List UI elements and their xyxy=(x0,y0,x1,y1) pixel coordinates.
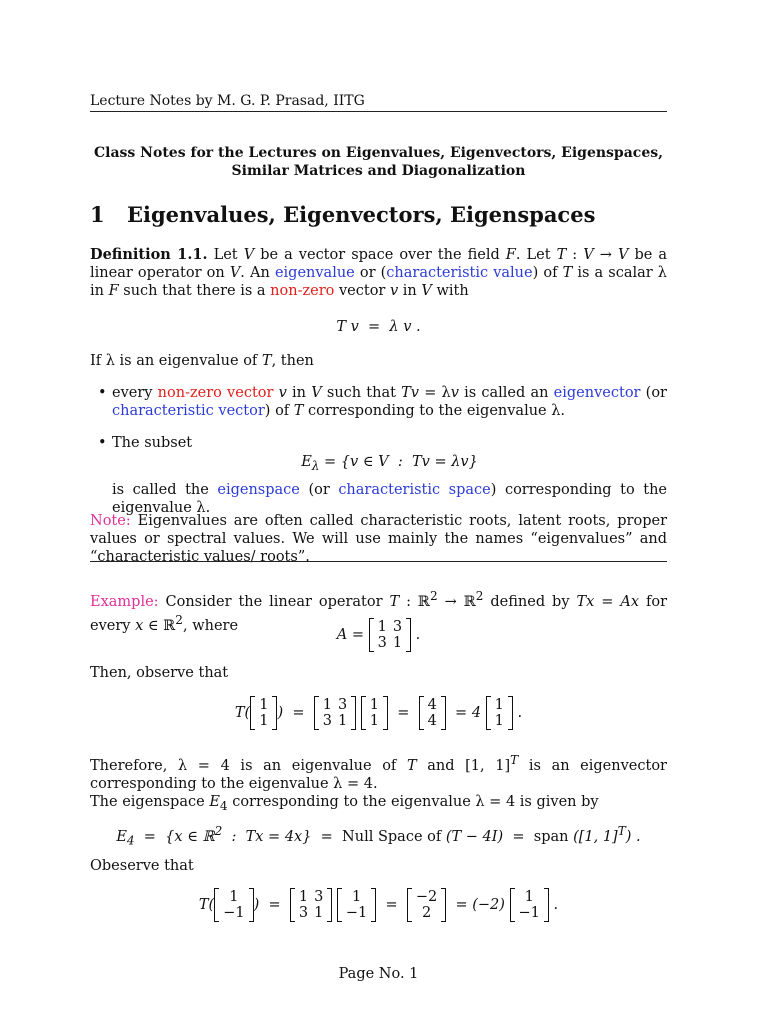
example-label: Example: xyxy=(90,593,159,610)
bullet-eigenspace-text: is called the eigenspace (or characteristic space) corresponding to the eigenvalue λ. xyxy=(112,482,667,516)
example-paragraph: Example: Consider the linear operator T : ℝ$^2$ → ℝ$^2$ defined by Tx = Ax for every x ∈ ℝ$^2$, where xyxy=(90,589,668,634)
bullet-eigenvector: • every non-zero vector v in V such that Tv = λv is called an eigenvector (or characteristic vector) of T corresponding to the eigenvalue λ. xyxy=(98,385,667,419)
title-line-2: Similar Matrices and Diagonalization xyxy=(231,163,526,179)
running-header: Lecture Notes by M. G. P. Prasad, IITG xyxy=(90,93,365,109)
matrix-a: A = 1 3 3 1 . xyxy=(336,619,421,651)
note-text: Eigenvalues are often called characteristic roots, latent roots, proper values or spectral values. We will use mainly the names “eigenvalues” and “characteristic values/ roots”. xyxy=(90,513,667,565)
if-lambda-line: If λ is an eigenvalue of T, then xyxy=(90,353,314,369)
definition-paragraph: Definition 1.1. Let V be a vector space over the field F. Let T : V → V be a linear operator on V. An eigenvalue or (characteristic value) of T is a scalar λ in F such that there is a non-zero vector v in V with xyxy=(90,246,668,299)
note-paragraph xyxy=(90,512,667,566)
eigen-equation: T v = λ v . xyxy=(336,319,421,335)
bullet-subset: • The subset xyxy=(98,435,193,451)
title-line-1: Class Notes for the Lectures on Eigenvalues, Eigenvectors, Eigenspaces, xyxy=(94,145,663,161)
document-title xyxy=(90,144,667,180)
section-rule xyxy=(90,561,667,562)
computation-2: T( 1 −1 ) = 1 3 3 1 1 −1 = −2 2 = (−2) 1 −1 . xyxy=(198,889,559,921)
computation-1: T( 1 1 ) = 1 3 3 1 1 1 = 4 4 = 4 1 1 . xyxy=(234,697,523,729)
section-title: Eigenvalues, Eigenvectors, Eigenspaces xyxy=(127,202,596,227)
note-label: Note: xyxy=(90,513,131,529)
section-heading xyxy=(90,202,596,227)
eigenspace-e4: $E_4 = \{x$ ∈ ℝ$^2$ : Tx = 4x} = Null Space of (T − 4I) = span ([1, 1]$^T$) . xyxy=(116,824,641,848)
page-number: Page No. 1 xyxy=(338,966,419,982)
header-rule xyxy=(90,111,667,112)
definition-label: Definition 1.1. xyxy=(90,246,208,263)
eigenspace-definition: $E_\lambda = \{v$ ∈ V : Tv = λv} xyxy=(301,454,478,473)
then-observe: Then, observe that xyxy=(90,665,229,681)
section-number: 1 xyxy=(90,202,105,227)
observe-that-2: Obeserve that xyxy=(90,858,194,874)
therefore-paragraph: Therefore, λ = 4 is an eigenvalue of T and [1, 1]$^T$ is an eigenvector corresponding to the eigenvalue λ = 4. The eigenspace $E_4$ corresponding to the eigenvalue λ = 4 is given by xyxy=(90,753,667,813)
